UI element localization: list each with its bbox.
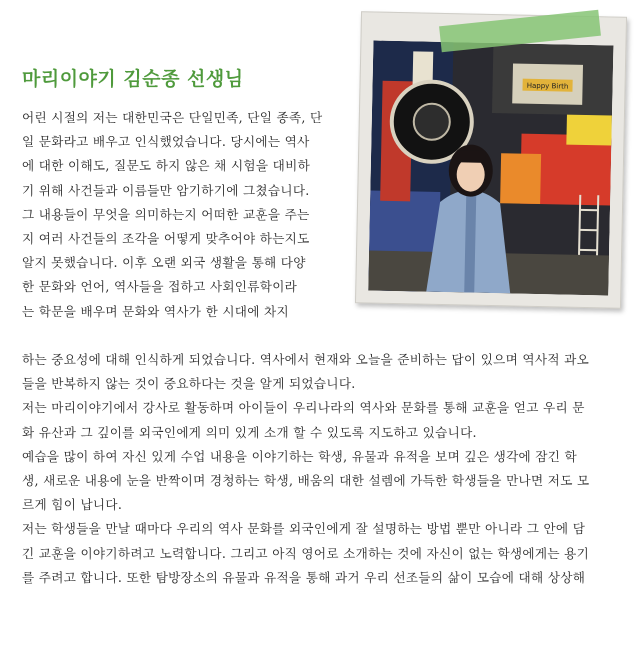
text-line: 저는 학생들을 만날 때마다 우리의 역사 문화를 외국인에게 잘 설명하는 방법 뿐만 아니라 그 안에 담 bbox=[22, 521, 586, 537]
intro-paragraph bbox=[22, 106, 357, 324]
photo-frame bbox=[355, 11, 627, 309]
text-line: 를 주려고 합니다. 또한 탐방장소의 유물과 유적을 통해 과거 우리 선조들의 삶이 모습에 대해 상상해 bbox=[22, 569, 586, 585]
text-line: 화 유산과 그 깊이를 외국인에게 의미 있게 소개 할 수 있도록 지도하고 있습니다. bbox=[22, 424, 477, 440]
text-line: 알지 못했습니다. 이후 오랜 외국 생활을 통해 다양 bbox=[22, 255, 306, 271]
text-line: 들을 반복하지 않는 것이 중요하다는 것을 알게 되었습니다. bbox=[22, 376, 356, 392]
body-paragraph bbox=[22, 348, 620, 590]
mural-sign-text: Happy Birth bbox=[526, 81, 569, 91]
teacher-portrait-photo bbox=[368, 41, 613, 296]
text-line: 저는 마리이야기에서 강사로 활동하며 아이들이 우리나라의 역사와 문화를 통해 교훈을 얻고 우리 문 bbox=[22, 400, 585, 416]
text-line: 르게 힘이 납니다. bbox=[22, 497, 123, 513]
text-line: 지 여러 사건들의 조각을 어떻게 맞추어야 하는지도 bbox=[22, 231, 310, 247]
text-line: 예습을 많이 하여 자신 있게 수업 내용을 이야기하는 학생, 유물과 유적을 보며 깊은 생각에 잠긴 학 bbox=[22, 448, 578, 464]
text-line: 생, 새로운 내용에 눈을 반짝이며 경청하는 학생, 배움의 대한 설렘에 가득한 학생들을 만나면 저도 모 bbox=[22, 473, 590, 489]
page-title: 마리이야기 김순종 선생님 bbox=[22, 68, 244, 90]
text-line: 한 문화와 언어, 역사들을 접하고 사회인류학이라 bbox=[22, 279, 298, 295]
text-line: 그 내용들이 무엇을 의미하는지 어떠한 교훈을 주는 bbox=[22, 206, 310, 222]
text-line: 기 위해 사건들과 이름들만 암기하기에 그쳤습니다. bbox=[22, 182, 310, 198]
text-line: 는 학문을 배우며 문화와 역사가 한 시대에 차지 bbox=[22, 303, 289, 319]
text-line: 에 대한 이해도, 질문도 하지 않은 채 시험을 대비하 bbox=[22, 158, 311, 174]
text-line: 긴 교훈을 이야기하려고 노력합니다. 그리고 아직 영어로 소개하는 것에 자신이 없는 학생에게는 용기 bbox=[22, 545, 590, 561]
text-line: 일 문화라고 배우고 인식했었습니다. 당시에는 역사 bbox=[22, 134, 310, 150]
text-line: 어린 시절의 저는 대한민국은 단일민족, 단일 종족, 단 bbox=[22, 110, 323, 125]
text-line: 하는 중요성에 대해 인식하게 되었습니다. 역사에서 현재와 오늘을 준비하는 답이 있으며 역사적 과오 bbox=[22, 352, 590, 367]
